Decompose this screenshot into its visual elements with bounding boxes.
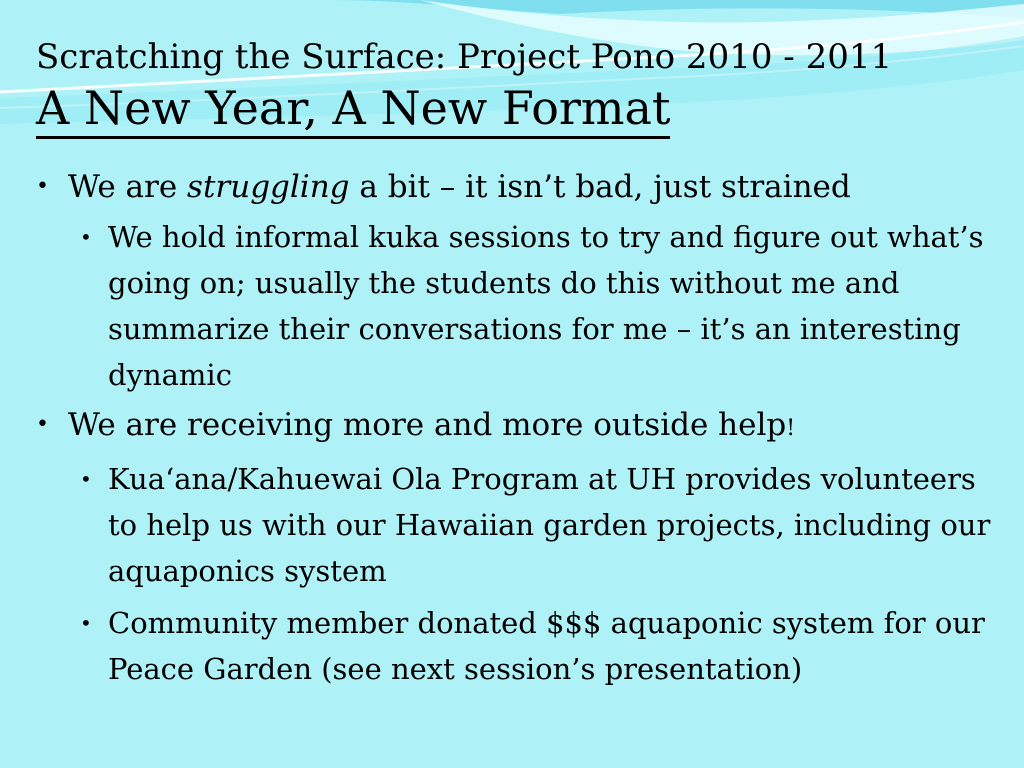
bullet-text-pre: We are (68, 169, 188, 205)
bullet-marker: • (80, 467, 92, 491)
slide-subtitle: Scratching the Surface: Project Pono 2010 - 2011 (36, 37, 893, 77)
bullet-marker: • (36, 174, 49, 199)
bullet-level1 (36, 404, 1006, 450)
bullet-text: We hold informal kuka sessions to try and figure out what’s going on; usually the students do this without me and summarize their conversations for me – it’s an interesting dynamic (108, 220, 984, 392)
bullet-text-post: a bit – it isn’t bad, just strained (349, 169, 851, 205)
bullet-level2 (80, 456, 1006, 594)
title-block (36, 36, 996, 139)
bullet-level2 (80, 214, 1006, 398)
bullet-text-emphasis: struggling (187, 169, 350, 205)
bullet-marker: • (80, 225, 92, 249)
bullet-text: Community member donated $$$ aquaponic system for our Peace Garden (see next session’s presentation) (108, 606, 985, 686)
bullet-level2 (80, 600, 1006, 692)
bullet-text: We are receiving more and more outside help (68, 407, 787, 443)
bullet-text-tail: ! (786, 416, 796, 441)
bullet-marker: • (36, 412, 49, 437)
bullet-text: Kua‘ana/Kahuewai Ola Program at UH provides volunteers to help us with our Hawaiian garden projects, including our aquaponics system (108, 462, 991, 588)
slide-title: A New Year, A New Format (36, 80, 670, 139)
bullet-list (36, 166, 1006, 698)
bullet-marker: • (80, 611, 92, 635)
bullet-level1 (36, 166, 1006, 208)
